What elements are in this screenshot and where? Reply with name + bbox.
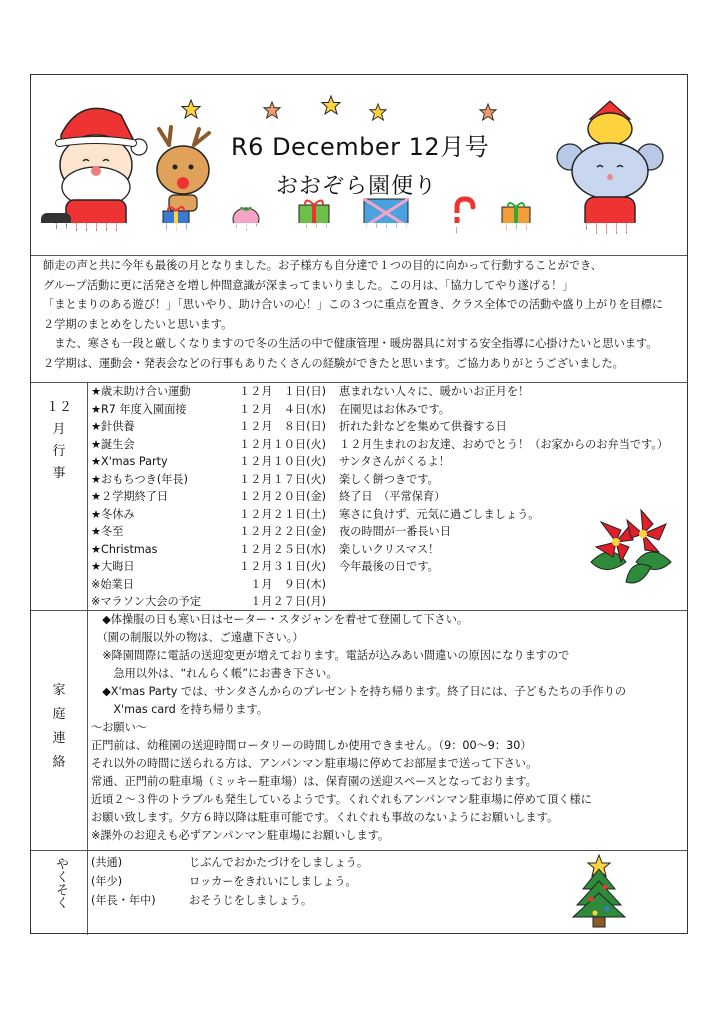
newsletter-title: R6 December 12月号 (231, 133, 490, 161)
notice-line: 急用以外は、“れんらく帳”にお書き下さい。 (91, 667, 338, 680)
intro-line: また、寒さも一段と厳しくなりますので冬の生活の中で健康管理・暖房器具に対する安全指導に心掛けたいと思います。 (43, 337, 658, 350)
poinsettia-illustration (581, 502, 681, 592)
intro-line: グループ活動に更に活発さを増し仲間意識が深まってまいりました。この月は、「協力してやり遂げる！」 (43, 278, 574, 292)
family-section-label (45, 679, 73, 775)
reindeer-illustration (149, 125, 219, 215)
newsletter-frame (30, 74, 688, 934)
label-char: 庭 (52, 707, 66, 722)
event-date: １２月２２日(金) (239, 525, 327, 538)
event-date: １月 ９日(木) (239, 577, 327, 591)
event-note: 今年最後の日です。 (339, 560, 439, 573)
notice-line: （園の制服以外の物は、ご遠慮下さい。） (91, 631, 304, 644)
label-char: 絡 (52, 755, 66, 770)
event-note: 終了日 （平常保育） (339, 490, 446, 503)
notice-line: それ以外の時間に送られる方は、アンパンマン駐車場に停めてお部屋まで送って下さい。 (91, 757, 538, 770)
promise-class: (年少) (91, 875, 123, 888)
star-icon (369, 103, 387, 121)
event-note: 恵まれない人々に、暖かいお正月を！ (339, 385, 530, 398)
event-note: 在園児はお休みです。 (339, 402, 450, 416)
event-date: １２月３１日(火) (239, 560, 327, 573)
label-char: １２ (45, 400, 72, 415)
event-date: １月２７日(月) (239, 595, 327, 608)
label-char: 行 (52, 444, 66, 459)
event-name: ※マラソン大会の予定 (91, 595, 202, 608)
mouse-chick-illustration (555, 99, 665, 239)
promise-text: ロッカーをきれいにしましょう。 (189, 875, 357, 888)
column-divider (87, 382, 88, 935)
event-date: １２月１０日(火) (239, 455, 327, 468)
notice-line: 近頃２～３件のトラブルも発生しているようです。くれぐれもアンパンマン駐車場に停めて頂く様に (91, 793, 592, 806)
event-name: ★おもちつき(年長) (91, 472, 188, 486)
notice-line: ～お願い～ (91, 721, 147, 734)
intro-line: 師走の声と共に今年も最後の月となりました。お子様方も自分達で１つの目的に向かって行動することができ、 (43, 259, 602, 272)
event-date: １２月１７日(火) (239, 472, 327, 486)
event-name: ★２学期終了日 (91, 490, 169, 503)
events-section-label (45, 397, 73, 485)
label-char: 月 (52, 422, 66, 437)
intro-line: 「まとまりのある遊び！」「思いやり、助け合いの心！」この３つに重点を置き、クラス全体での活動や盛り上がりを目標に (43, 298, 664, 311)
event-name: ★R7 年度入園面接 (91, 402, 187, 416)
event-date: １２月 ４日(水) (239, 402, 327, 416)
event-date: １２月１０日(火) (239, 437, 327, 451)
notice-line: ※課外のお迎えも必ずアンパンマン駐車場にお願いします。 (91, 829, 390, 842)
notice-line: お願い致します。夕方６時以降は駐車可能です。くれぐれも事故のないようにお願いします。 (91, 811, 559, 824)
event-name: ★歳末助け合い運動 (91, 385, 191, 398)
label-char: 連 (52, 731, 66, 746)
intro-line: ２学期のまとめをしたいと思います。 (43, 317, 233, 331)
event-name: ★冬至 (91, 525, 124, 538)
newsletter-subtitle: おおぞら園便り (276, 174, 438, 199)
notice-line: ◆X'mas Party では、サンタさんからのプレゼントを持ち帰ります。終了日には、子どもたちの手作りの (91, 685, 627, 698)
event-note: １２月生まれのお友達、おめでとう！（お家からのお弁当です。） (339, 437, 669, 451)
santa-illustration (41, 95, 151, 235)
event-note: 楽しいクリスマス！ (339, 542, 440, 556)
event-note: サンタさんがくるよ！ (339, 455, 450, 468)
event-name: ★針供養 (91, 420, 135, 433)
event-date: １２月２０日(金) (239, 490, 327, 503)
star-icon (181, 99, 201, 119)
event-date: １２月２１日(土) (239, 507, 327, 521)
intro-line: ２学期は、運動会・発表会などの行事もありたくさんの経験ができたと思います。ご協力ありがとうございました。 (43, 356, 624, 370)
event-date: １２月２５日(水) (239, 542, 327, 556)
promise-text: じぶんでおかたづけをしましょう。 (189, 856, 369, 869)
event-date: １２月 １日(日) (239, 385, 327, 398)
intro-message (31, 256, 687, 382)
notice-line: 常通、正門前の駐車場（ミッキー駐車場）は、保育園の送迎スペースとなっております。 (91, 775, 537, 788)
event-name: ★冬休み (91, 507, 135, 521)
event-name: ★誕生会 (91, 437, 135, 451)
christmas-tree-icon (569, 853, 629, 929)
events-list (91, 382, 689, 610)
label-char: 家 (52, 683, 66, 698)
promise-class: (年長・年中) (91, 894, 156, 907)
snow-border (37, 223, 683, 251)
event-name: ★X'mas Party (91, 455, 168, 468)
event-name: ★大晦日 (91, 560, 135, 573)
promise-class: (共通) (91, 856, 123, 869)
event-name: ★Christmas (91, 542, 158, 556)
notice-line: ※降園間際に電話の送迎変更が増えております。電話が込みあい間違いの原因になりますので (91, 649, 570, 662)
label-char: 事 (52, 466, 66, 481)
promise-text: おそうじをしましょう。 (189, 894, 313, 907)
promise-list (91, 851, 689, 935)
star-icon (263, 101, 281, 119)
family-notices (91, 611, 689, 851)
promise-section-label: やくそく (53, 857, 68, 909)
notice-line: ◆体操服の日も寒い日はセーター・スタジャンを着せて登園して下さい。 (91, 613, 469, 626)
event-note: 寒さに負けず、元気に過ごしましょう。 (339, 507, 540, 521)
star-icon (479, 103, 497, 121)
event-note: 折れた針などを集めて供養する日 (339, 420, 507, 433)
event-note: 夜の時間が一番長い日 (339, 525, 451, 538)
event-date: １２月 ８日(日) (239, 420, 327, 433)
event-note: 楽しく餅つきです。 (339, 472, 439, 486)
header (31, 75, 687, 255)
event-name: ※始業日 (91, 577, 134, 591)
star-icon (321, 95, 341, 115)
notice-line: 正門前は、幼稚園の送迎時間ロータリーの時間しか使用できません。（9：00～9：30） (91, 739, 532, 752)
notice-line: X'mas card を持ち帰ります。 (91, 703, 268, 716)
